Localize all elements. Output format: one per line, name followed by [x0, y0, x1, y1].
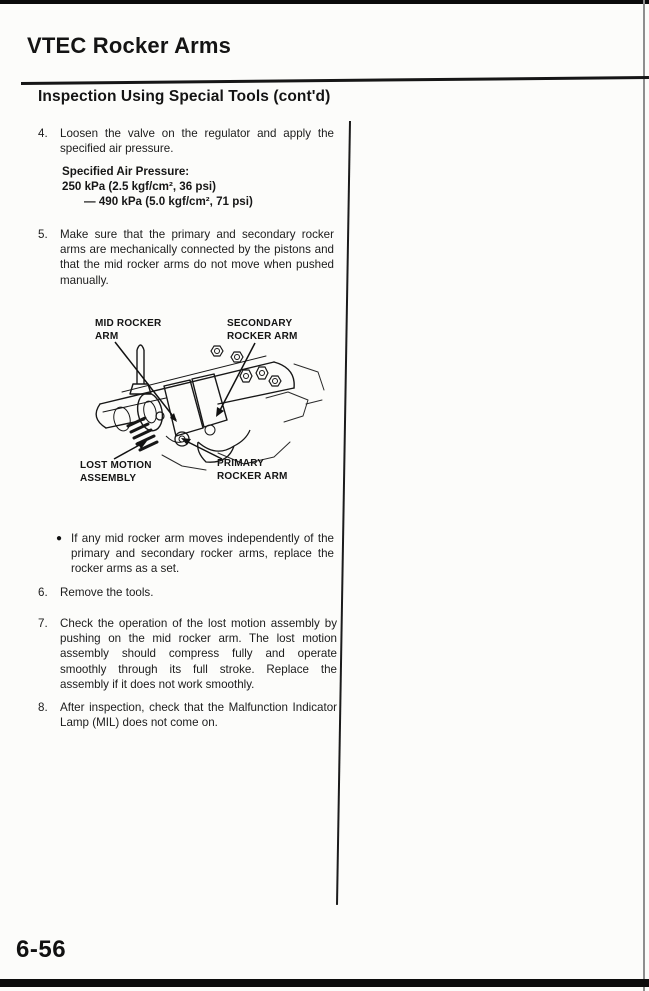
bullet-marker: ●: [56, 533, 63, 544]
bolt-heads: [211, 346, 281, 386]
page-number: 6-56: [16, 936, 67, 963]
rocker-arm-diagram: [70, 312, 350, 512]
step-text: Loosen the valve on the regulator and apply the specified air pressure.: [60, 127, 334, 156]
spec-air-pressure-block: [62, 164, 342, 210]
lost-motion-spring: [128, 412, 164, 450]
bottom-edge-bar: [0, 979, 649, 987]
step-text: Remove the tools.: [60, 586, 154, 599]
top-edge-bar: [0, 0, 649, 4]
pin: [130, 345, 151, 394]
step-text: Check the operation of the lost motion assembly by pushing on the mid rocker arm. The lost motion assembly should compress fully and operate smoothly through its full stroke. Replace the assembly if it does not work smoothly.: [60, 617, 337, 691]
spec-range-start: 250 kPa (2.5 kgf/cm², 36 psi): [62, 180, 217, 194]
page-title: VTEC Rocker Arms: [27, 33, 232, 58]
right-page-edge: [643, 0, 645, 991]
step-text: Make sure that the primary and secondary rocker arms are mechanically connected by the pistons and that the mid rocker arms do not move when pushed manually.: [60, 228, 334, 287]
cylinder-head-contours: [162, 364, 324, 470]
step-number: 4.: [38, 127, 48, 140]
step-number: 7.: [38, 617, 48, 630]
label-lost-motion-assembly: LOST MOTION ASSEMBLY: [80, 460, 152, 484]
title-divider-rule: [21, 76, 649, 85]
rocker-arm-cluster: [164, 374, 250, 462]
step-number: 6.: [38, 586, 48, 599]
label-primary-rocker-arm: PRIMARY ROCKER ARM: [217, 458, 288, 482]
bullet-note: If any mid rocker arm moves independently of the primary and secondary rocker arms, replace the rocker arms as a set.: [71, 532, 334, 576]
label-secondary-rocker-arm: SECONDARY ROCKER ARM: [227, 318, 298, 342]
step-number: 8.: [38, 701, 48, 714]
step-number: 5.: [38, 228, 48, 241]
spec-range-end: — 490 kPa (5.0 kgf/cm², 71 psi): [84, 195, 253, 209]
step-text: After inspection, check that the Malfunction Indicator Lamp (MIL) does not come on.: [60, 701, 337, 730]
spec-title: Specified Air Pressure:: [62, 165, 190, 178]
section-heading: Inspection Using Special Tools (cont'd): [38, 88, 331, 105]
label-mid-rocker-arm: MID ROCKER ARM: [95, 318, 162, 342]
column-divider-line: [336, 121, 351, 905]
